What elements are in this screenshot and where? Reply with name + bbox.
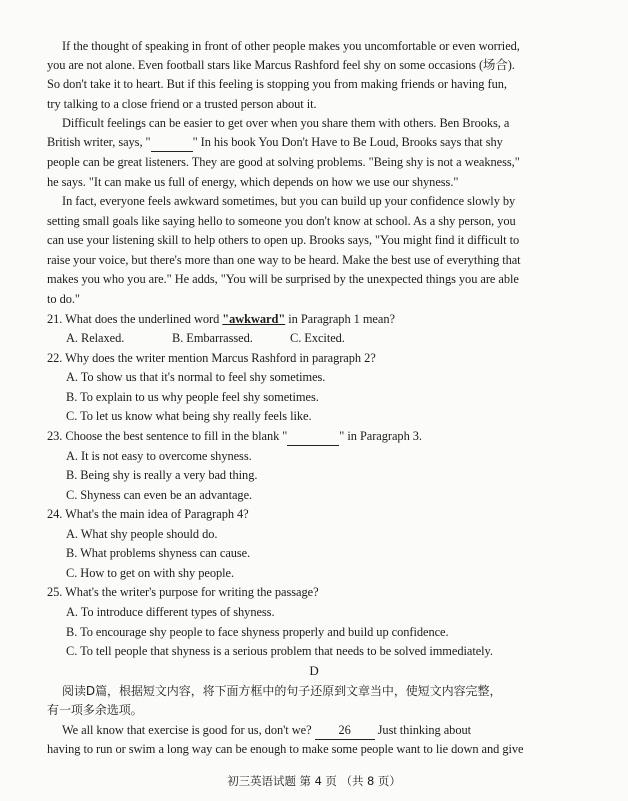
text-line: C. To tell people that shyness is a serious problem that needs to be solved immediately. xyxy=(66,644,493,658)
q21-option-c: C. Excited. xyxy=(290,331,345,345)
text-segment: British writer, says, " xyxy=(47,135,151,149)
question-text: 21. What does the underlined word xyxy=(47,312,223,326)
text-line: B. To explain to us why people feel shy sometimes. xyxy=(66,390,319,404)
text-line: having to run or swim a long way can be enough to make some people want to lie down and give xyxy=(47,742,524,756)
question-21 xyxy=(47,310,395,328)
text-line: setting small goals like saying hello to someone you don't know at school. As a shy person, you xyxy=(47,214,516,228)
text-line: A. What shy people should do. xyxy=(66,527,218,541)
passage-line-blank xyxy=(47,133,503,152)
text-line: B. What problems shyness can cause. xyxy=(66,546,251,560)
text-line: A. To show us that it's normal to feel shy sometimes. xyxy=(66,370,326,384)
question-text: in Paragraph 1 mean? xyxy=(285,312,395,326)
text-line: C. How to get on with shy people. xyxy=(66,566,235,580)
page-footer: 初三英语试题 第 4 页 （共 8 页） xyxy=(227,774,401,788)
text-line: A. It is not easy to overcome shyness. xyxy=(66,449,252,463)
text-segment: " In his book You Don't Have to Be Loud, Brooks says that shy xyxy=(192,135,503,149)
text-line: try talking to a close friend or a trusted person about it. xyxy=(47,97,317,111)
text-line: C. Shyness can even be an advantage. xyxy=(66,488,253,502)
q21-option-b: B. Embarrassed. xyxy=(172,331,253,345)
text-line: If the thought of speaking in front of other people makes you uncomfortable or even worried, xyxy=(62,39,520,53)
section-label: D xyxy=(309,663,319,678)
passage-d-line-1 xyxy=(62,721,471,740)
text-line: B. Being shy is really a very bad thing. xyxy=(66,468,258,482)
numbered-blank: 26 xyxy=(315,721,375,740)
text-line: 22. Why does the writer mention Marcus Rashford in paragraph 2? xyxy=(47,351,376,365)
text-line: 有一项多余选项。 xyxy=(47,703,143,717)
text-line: he says. "It can make us full of energy, which depends on how we use our shyness." xyxy=(47,175,459,189)
question-23 xyxy=(47,427,422,446)
text-line: people can be great listeners. They are good at solving problems. "Being shy is not a weakness," xyxy=(47,155,520,169)
text-line: So don't take it to heart. But if this feeling is stopping you from making friends or having fun, xyxy=(47,77,507,91)
text-segment: Just thinking about xyxy=(377,723,472,737)
text-line: 24. What's the main idea of Paragraph 4? xyxy=(47,507,249,521)
text-line: makes you who you are." He adds, "You will be surprised by the unexpected things you are able xyxy=(47,272,519,286)
text-line: Difficult feelings can be easier to get over when you share them with others. Ben Brooks, a xyxy=(62,116,510,130)
text-line: can use your listening skill to help others to open up. Brooks says, "You might find it difficult to xyxy=(47,233,520,247)
answer-blank xyxy=(287,427,339,446)
text-line: you are not alone. Even football stars like Marcus Rashford feel shy on some occasions (场合). xyxy=(47,58,515,72)
text-line: 25. What's the writer's purpose for writing the passage? xyxy=(47,585,319,599)
q21-option-a: A. Relaxed. xyxy=(66,331,125,345)
section-instruction: 阅读D篇，根据短文内容，将下面方框中的句子还原到文章当中，使短文内容完整， xyxy=(62,684,502,698)
underlined-word: "awkward" xyxy=(222,312,286,326)
text-line: B. To encourage shy people to face shyness properly and build up confidence. xyxy=(66,625,449,639)
text-segment: We all know that exercise is good for us, don't we? xyxy=(62,723,312,737)
text-line: In fact, everyone feels awkward sometimes, but you can build up your confidence slowly by xyxy=(62,194,516,208)
question-text: 23. Choose the best sentence to fill in the blank " xyxy=(47,429,288,443)
text-line: A. To introduce different types of shyness. xyxy=(66,605,275,619)
question-text: " in Paragraph 3. xyxy=(339,429,422,443)
text-line: raise your voice, but there's more than one way to be heard. Make the best use of everything that xyxy=(47,253,521,267)
answer-blank xyxy=(151,133,193,152)
text-line: to do." xyxy=(47,292,80,306)
text-line: C. To let us know what being shy really feels like. xyxy=(66,409,312,423)
